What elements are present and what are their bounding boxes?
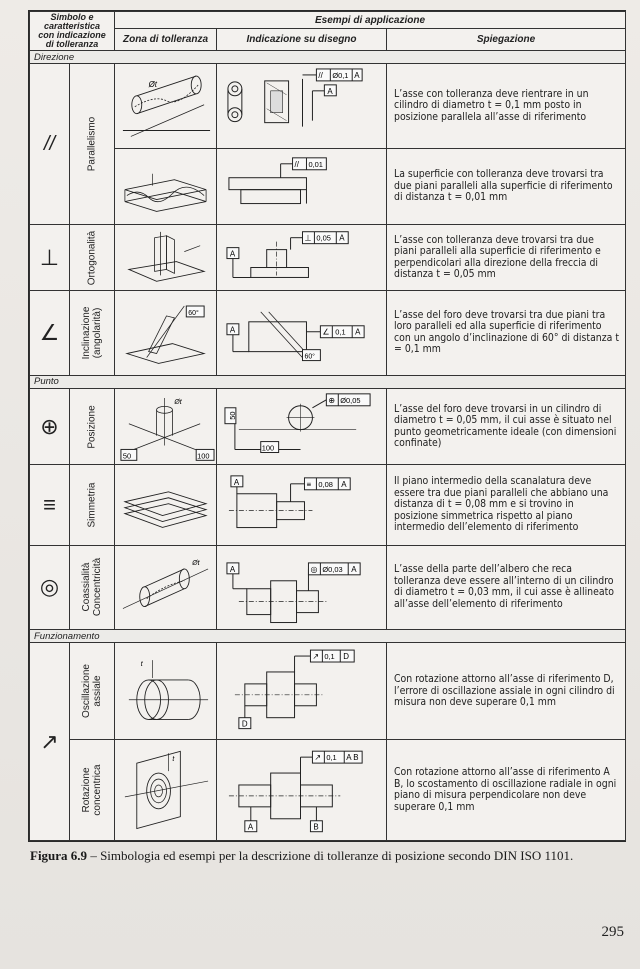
row-name-ortogonalita: Ortogonalità — [70, 225, 115, 291]
perpendicularity-drawing — [217, 225, 386, 290]
zone-figure-perpendicularity — [115, 225, 217, 291]
drawing-position — [217, 388, 387, 464]
position-drawing — [217, 389, 386, 464]
symmetry-zone-figure — [115, 465, 216, 544]
angular-zone-figure — [115, 291, 216, 374]
table-row — [30, 225, 626, 291]
drawing-perpendicularity — [217, 225, 387, 291]
radial-runout-zone-figure — [115, 740, 216, 840]
section-direzione: Direzione — [30, 50, 626, 63]
svg-text:∠: ∠ — [322, 327, 330, 337]
svg-text:A: A — [351, 564, 357, 574]
row-name-oscillazione-assiale: Oscillazione assiale — [70, 643, 115, 740]
svg-text:0,05: 0,05 — [316, 233, 331, 243]
explanation-radial-runout: Con rotazione attorno all’asse di riferimento A B, lo scostamento di oscillazione radiale in ogni piano di misura perpendicolare non deve superare 0,1 mm — [387, 740, 626, 841]
svg-text:100: 100 — [261, 443, 275, 453]
concentricity-drawing — [217, 546, 386, 629]
svg-text:↗: ↗ — [312, 652, 320, 662]
svg-text:60°: 60° — [188, 310, 199, 318]
axial-runout-drawing — [217, 643, 386, 739]
row-name-parallelismo: Parallelismo — [70, 64, 115, 225]
row-name-inclinazione: Inclinazione (angolarità) — [70, 291, 115, 375]
svg-text:0,1: 0,1 — [335, 327, 346, 337]
svg-text:Ø0,03: Ø0,03 — [322, 564, 343, 574]
svg-text:t: t — [140, 661, 143, 669]
svg-text:Øt: Øt — [192, 559, 200, 567]
explanation-symmetry: Il piano intermedio della scanalatura deve essere tra due piani paralleli che abbiano una distanza di t = 0,08 mm e si trovino in posizione simmetrica rispetto al piano intermedio dell’elemento di riferimento — [387, 465, 626, 545]
header-drawing: Indicazione su disegno — [217, 29, 387, 51]
svg-text:A: A — [354, 71, 360, 81]
svg-text:A: A — [327, 87, 333, 97]
angularity-symbol: ∠ — [30, 291, 70, 375]
parallelism-drawing — [217, 64, 386, 147]
parallelism-symbol: // — [30, 64, 70, 225]
zone-figure-parallelism-surface — [115, 148, 217, 224]
svg-text:50: 50 — [227, 411, 237, 420]
svg-text:0,1: 0,1 — [324, 652, 335, 662]
svg-text:A: A — [229, 325, 236, 335]
svg-text:D: D — [241, 720, 248, 730]
svg-text:↗: ↗ — [314, 753, 322, 763]
table-row — [30, 545, 626, 629]
explanation-perpendicularity: L’asse con tolleranza deve trovarsi tra due piani paralleli alla superficie di riferimento e perpendicolari alla direzione della freccia di distanza t = 0,05 mm — [387, 225, 626, 291]
section-funzionamento: Funzionamento — [30, 630, 626, 643]
radial-runout-drawing — [217, 740, 386, 840]
figure-caption — [30, 848, 622, 863]
row-name-simmetria: Simmetria — [70, 465, 115, 545]
zone-figure-concentricity — [115, 545, 217, 629]
svg-text:≡: ≡ — [306, 480, 312, 490]
svg-text:t: t — [172, 756, 175, 764]
svg-text:0,01: 0,01 — [308, 159, 323, 169]
svg-text:A: A — [229, 249, 236, 259]
svg-text:A: A — [233, 478, 240, 488]
svg-text:A B: A B — [346, 753, 359, 763]
svg-text:B: B — [313, 822, 319, 832]
zone-figure-parallelism-axis — [115, 64, 217, 148]
table-row — [30, 465, 626, 545]
row-name-coassialita: Coassialità Concentricità — [70, 545, 115, 629]
figure-caption-text: – Simbologia ed esempi per la descrizione di tolleranze di posizione secondo DIN ISO 1101. — [90, 848, 574, 863]
svg-text:0,08: 0,08 — [318, 480, 333, 490]
drawing-parallelism-axis — [217, 64, 387, 148]
svg-text:Ø0,05: Ø0,05 — [340, 395, 361, 405]
svg-text:D: D — [343, 652, 350, 662]
angularity-drawing — [217, 291, 386, 374]
svg-text://: // — [318, 71, 323, 81]
svg-text:0,1: 0,1 — [326, 753, 337, 763]
header-symbol-characteristic: Simbolo e caratteristica con indicazione di tolleranza — [30, 12, 115, 51]
svg-text:Øt: Øt — [174, 398, 182, 406]
position-zone-figure — [115, 389, 216, 464]
tolerance-table — [28, 10, 626, 842]
svg-text:A: A — [341, 480, 347, 490]
svg-text:Ø0,1: Ø0,1 — [332, 71, 349, 81]
header-explanation: Spiegazione — [387, 29, 626, 51]
drawing-angularity — [217, 291, 387, 375]
zone-figure-position — [115, 388, 217, 464]
svg-text:⊥: ⊥ — [304, 233, 312, 243]
svg-text:◎: ◎ — [310, 564, 318, 574]
symmetry-drawing — [217, 465, 386, 544]
svg-text:A: A — [339, 233, 345, 243]
coaxial-zone-figure — [115, 546, 216, 629]
section-punto: Punto — [30, 375, 626, 388]
axial-runout-zone-figure — [115, 643, 216, 739]
zone-figure-axial-runout — [115, 643, 217, 740]
perpendicularity-symbol: ⊥ — [30, 225, 70, 291]
zone-figure-radial-runout — [115, 740, 217, 841]
table-row — [30, 643, 626, 740]
svg-text:⊕: ⊕ — [328, 395, 336, 405]
wavy-surface-figure — [115, 149, 216, 224]
table-row — [30, 740, 626, 841]
explanation-position: L’asse del foro deve trovarsi in un cilindro di diametro t = 0,05 mm, il cui asse è situato nel punto geometricamente ideale (con dimensioni confinate) — [387, 388, 626, 464]
zone-figure-angularity — [115, 291, 217, 375]
header-examples: Esempi di applicazione — [115, 12, 626, 29]
drawing-symmetry — [217, 465, 387, 545]
runout-symbol: ↗ — [30, 643, 70, 841]
svg-text:60°: 60° — [304, 353, 315, 361]
svg-text:100: 100 — [197, 451, 210, 461]
explanation-concentricity: L’asse della parte dell’albero che reca tolleranza deve essere all’interno di un cilindro di diametro t = 0,03 mm, il cui asse è allineato all’asse dell’elemento di riferimento — [387, 545, 626, 629]
drawing-radial-runout — [217, 740, 387, 841]
svg-text:A: A — [247, 822, 254, 832]
header-zone: Zona di tolleranza — [115, 29, 217, 51]
explanation-axial-runout: Con rotazione attorno all’asse di riferimento D, l’errore di oscillazione assiale in ogni cilindro di misura non deve superare 0,1 mm — [387, 643, 626, 740]
drawing-concentricity — [217, 545, 387, 629]
parallelism-surface-drawing — [217, 149, 386, 224]
cylinder-zone-figure — [115, 64, 216, 147]
row-name-rotazione-concentrica: Rotazione concentrica — [70, 740, 115, 841]
symmetry-symbol: ≡ — [30, 465, 70, 545]
page-number: 295 — [601, 924, 624, 940]
row-name-posizione: Posizione — [70, 388, 115, 464]
explanation-parallelism-surface: La superficie con tolleranza deve trovarsi tra due piani paralleli alla superficie di riferimento di distanza t = 0,01 mm — [387, 148, 626, 224]
svg-text://: // — [294, 159, 299, 169]
explanation-angularity: L’asse del foro deve trovarsi tra due piani tra loro paralleli ed alla superficie di riferimento con un angolo d’inclinazione di 60° di distanza t = 0,1 mm — [387, 291, 626, 375]
table-row — [30, 148, 626, 224]
position-symbol: ⊕ — [30, 388, 70, 464]
svg-text:50: 50 — [122, 451, 132, 461]
svg-text:A: A — [355, 327, 361, 337]
drawing-axial-runout — [217, 643, 387, 740]
perpendicular-zone-figure — [115, 225, 216, 290]
drawing-parallelism-surface — [217, 148, 387, 224]
concentricity-symbol: ◎ — [30, 545, 70, 629]
explanation-parallelism-axis: L’asse con tolleranza deve rientrare in un cilindro di diametro t = 0,1 mm posto in posizione parallela all’asse di riferimento — [387, 64, 626, 148]
table-row — [30, 388, 626, 464]
svg-text:A: A — [229, 564, 236, 574]
table-row — [30, 64, 626, 148]
figure-caption-label: Figura 6.9 — [30, 848, 88, 863]
zone-figure-symmetry — [115, 465, 217, 545]
table-row — [30, 291, 626, 375]
svg-text:Øt: Øt — [148, 80, 158, 90]
